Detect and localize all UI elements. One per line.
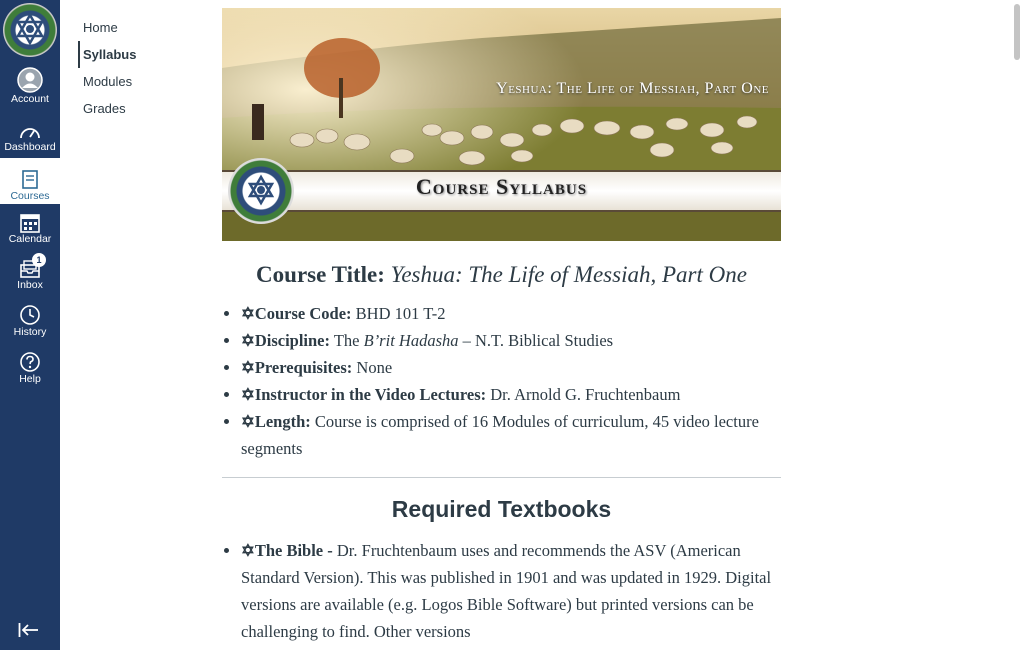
syllabus-body (222, 262, 781, 645)
discipline-label: Discipline: (254, 331, 330, 350)
star-of-david-icon (228, 158, 294, 224)
page-scrollbar[interactable] (1010, 0, 1024, 650)
star-of-david-icon: ✡ (241, 304, 255, 323)
prerequisites-label: Prerequisites: (254, 358, 353, 377)
bible-description: Dr. Fruchtenbaum uses and recommends the ASV (American Standard Version). This was published in 1901 and was updated in 1929. Digital versions are available (e.g. Logos Bible Software) but printed versions can be challenging to find. Other versions (241, 541, 772, 641)
nav-courses-label: Courses (10, 190, 50, 202)
instructor-value: Dr. Arnold G. Fruchtenbaum (486, 385, 681, 404)
star-of-david-icon: ✡ (241, 412, 255, 431)
nav-help[interactable] (0, 343, 60, 387)
courses-icon (21, 170, 39, 190)
course-nav-syllabus[interactable]: Syllabus (78, 41, 198, 68)
discipline-value-post: – N.T. Biblical Studies (458, 331, 614, 350)
nav-history[interactable] (0, 296, 60, 340)
help-icon (19, 351, 41, 373)
course-banner (222, 8, 781, 241)
nav-calendar[interactable] (0, 203, 60, 247)
course-title-label: Course Title: (256, 262, 385, 287)
institution-logo[interactable] (3, 3, 57, 57)
length-value: Course is comprised of 16 Modules of curriculum, 45 video lecture segments (241, 412, 759, 458)
nav-inbox[interactable] (0, 249, 60, 293)
course-title-value: Yeshua: The Life of Messiah, Part One (390, 262, 747, 287)
course-nav-modules[interactable]: Modules (83, 74, 133, 89)
nav-dashboard-label: Dashboard (4, 141, 56, 153)
scrollbar-thumb[interactable] (1014, 4, 1020, 60)
list-item (241, 537, 781, 645)
nav-courses[interactable] (0, 158, 60, 204)
prerequisites-value: None (352, 358, 393, 377)
list-item (241, 300, 781, 327)
dashboard-icon (19, 123, 41, 141)
list-item (241, 381, 781, 408)
instructor-label: Instructor in the Video Lectures: (254, 385, 487, 404)
global-nav (0, 0, 60, 650)
course-info-list (222, 300, 781, 462)
list-item (241, 354, 781, 381)
collapse-nav-icon[interactable] (18, 622, 40, 638)
star-of-david-icon: ✡ (241, 385, 255, 404)
list-item (241, 408, 781, 462)
course-title-heading (222, 262, 781, 288)
nav-account-label: Account (11, 93, 49, 105)
section-divider (222, 477, 781, 478)
length-label: Length: (254, 412, 311, 431)
course-nav-grades[interactable]: Grades (83, 101, 126, 116)
history-icon (19, 304, 41, 326)
star-of-david-icon: ✡ (241, 358, 255, 377)
calendar-icon (20, 213, 40, 233)
banner-syllabus-heading: Course Syllabus (415, 174, 588, 199)
required-textbooks-heading: Required Textbooks (391, 496, 612, 522)
course-nav-home[interactable]: Home (83, 20, 118, 35)
nav-history-label: History (13, 326, 47, 338)
avatar-icon (17, 67, 43, 93)
nav-dashboard[interactable] (0, 111, 60, 155)
course-code-value: BHD 101 T-2 (351, 304, 446, 323)
textbooks-list (222, 537, 781, 645)
nav-inbox-label: Inbox (17, 279, 43, 291)
discipline-value-pre: The (330, 331, 364, 350)
list-item (241, 327, 781, 354)
nav-help-label: Help (19, 373, 41, 385)
unread-count-badge: 1 (32, 253, 46, 267)
course-code-label: Course Code: (254, 304, 352, 323)
star-of-david-icon: ✡ (241, 541, 255, 560)
banner-seal-logo (228, 158, 294, 224)
nav-account[interactable] (0, 63, 60, 107)
course-nav (78, 14, 198, 122)
nav-calendar-label: Calendar (8, 233, 52, 245)
discipline-value-italic: B’rit Hadasha (363, 331, 459, 350)
banner-course-title: Yeshua: The Life of Messiah, Part One (496, 80, 769, 97)
star-of-david-icon (3, 3, 57, 57)
bible-label: The Bible - (254, 541, 333, 560)
star-of-david-icon: ✡ (241, 331, 255, 350)
